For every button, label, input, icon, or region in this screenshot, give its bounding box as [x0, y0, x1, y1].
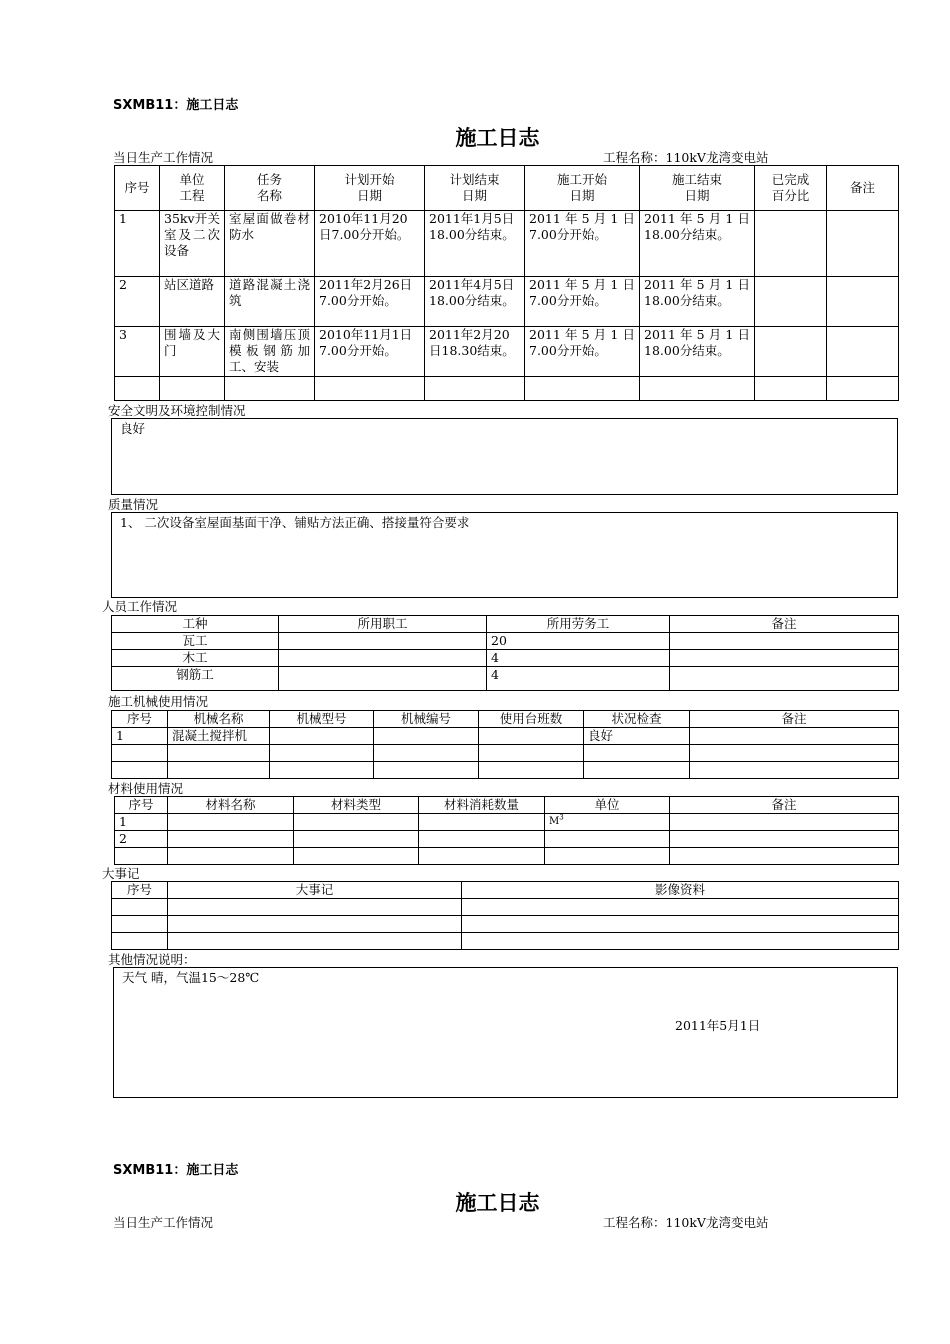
unit-cell [545, 814, 670, 831]
table-row [112, 762, 899, 779]
quality-label: 质量情况 [108, 497, 159, 512]
cell [279, 667, 487, 691]
cell: 南侧围墙压顶模板钢筋加工、安装 [225, 327, 315, 377]
cell [419, 814, 545, 831]
quality-box [111, 512, 898, 598]
other-label: 其他情况说明： [108, 952, 196, 967]
cell [670, 650, 899, 667]
cell [670, 633, 899, 650]
cell: 2011年5月1日18.00分结束。 [640, 277, 755, 327]
table-row [112, 633, 899, 650]
personnel-label: 人员工作情况 [102, 599, 178, 614]
cell [755, 327, 827, 377]
col-header: 备注 [670, 797, 899, 814]
production-header-row [115, 166, 899, 211]
cell [270, 728, 374, 745]
events-label: 大事记 [102, 866, 140, 881]
col-header: 备注 [670, 616, 899, 633]
table-row [112, 728, 899, 745]
cell [755, 277, 827, 327]
machinery-label: 施工机械使用情况 [108, 694, 209, 709]
col-header: 所用职工 [279, 616, 487, 633]
table-row [115, 277, 899, 327]
table-row [112, 667, 899, 691]
cell: 4 [487, 667, 670, 691]
table-row [112, 899, 899, 916]
cell [827, 327, 899, 377]
col-header: 计划结束 日期 [425, 166, 525, 211]
cell: 4 [487, 650, 670, 667]
col-header: 状况检查 [584, 711, 690, 728]
materials-table [114, 796, 899, 865]
materials-label: 材料使用情况 [108, 781, 184, 796]
log-date: 2011年5月1日 [675, 1018, 761, 1033]
cell [670, 831, 899, 848]
cell: 室屋面做卷材防水 [225, 211, 315, 277]
events-table [111, 881, 899, 950]
project-name-page2: 工程名称：110kV龙湾变电站 [603, 1215, 769, 1230]
cell [279, 633, 487, 650]
cell: 2011年4月5日18.00分结束。 [425, 277, 525, 327]
cell: 2011年5月1日7.00分开始。 [525, 277, 640, 327]
col-header: 材料消耗数量 [419, 797, 545, 814]
cell: 良好 [584, 728, 690, 745]
col-header: 序号 [112, 711, 168, 728]
weather-text: 天气 晴，气温15～28℃ [122, 970, 260, 985]
table-row [115, 327, 899, 377]
cell [670, 667, 899, 691]
page-title: 施工日志 [455, 126, 540, 150]
cell: 20 [487, 633, 670, 650]
col-header: 工种 [112, 616, 279, 633]
col-header: 机械型号 [270, 711, 374, 728]
safety-label: 安全文明及环境控制情况 [108, 403, 246, 418]
machinery-table [111, 710, 899, 779]
table-row [115, 831, 899, 848]
col-header: 施工结束 日期 [640, 166, 755, 211]
cell: 瓦工 [112, 633, 279, 650]
table-row [112, 933, 899, 950]
cell: 2011年2月26日7.00分开始。 [315, 277, 425, 327]
cell [827, 211, 899, 277]
cell: 2011年5月1日18.00分结束。 [640, 211, 755, 277]
safety-text: 良好 [120, 421, 146, 436]
cell [279, 650, 487, 667]
cell [168, 831, 294, 848]
cell: 2 [115, 831, 168, 848]
cell [168, 814, 294, 831]
cell [545, 831, 670, 848]
cell: 35kv开关室及二次设备 [160, 211, 225, 277]
cell: 1 [112, 728, 168, 745]
personnel-table [111, 615, 899, 691]
form-code-page2: SXMB11：施工日志 [113, 1163, 239, 1178]
col-header: 序号 [115, 166, 160, 211]
col-header: 序号 [115, 797, 168, 814]
cell: 2010年11月20日7.00分开始。 [315, 211, 425, 277]
form-code: SXMB11：施工日志 [113, 98, 239, 113]
production-label: 当日生产工作情况 [113, 150, 214, 165]
col-header: 备注 [690, 711, 899, 728]
col-header: 任务 名称 [225, 166, 315, 211]
cell [294, 831, 419, 848]
project-name: 工程名称：110kV龙湾变电站 [603, 150, 769, 165]
col-header: 所用劳务工 [487, 616, 670, 633]
cell: 木工 [112, 650, 279, 667]
cell [670, 814, 899, 831]
unit-text: M [549, 816, 560, 827]
col-header: 材料类型 [294, 797, 419, 814]
col-header: 单位 工程 [160, 166, 225, 211]
col-header: 机械编号 [374, 711, 479, 728]
cell: 2011年5月1日7.00分开始。 [525, 327, 640, 377]
cell: 站区道路 [160, 277, 225, 327]
page-title-page2: 施工日志 [455, 1191, 540, 1215]
cell [479, 728, 584, 745]
cell [755, 211, 827, 277]
quality-text: 1、 二次设备室屋面基面干净、铺贴方法正确、搭接量符合要求 [120, 515, 470, 530]
cell: 2011年5月1日18.00分结束。 [640, 327, 755, 377]
cell: 1 [115, 211, 160, 277]
table-row [112, 745, 899, 762]
col-header: 序号 [112, 882, 168, 899]
cell: 3 [115, 327, 160, 377]
cell [419, 831, 545, 848]
cell: 2011年1月5日18.00分结束。 [425, 211, 525, 277]
col-header: 机械名称 [168, 711, 270, 728]
table-row [112, 916, 899, 933]
cell: 混凝土搅拌机 [168, 728, 270, 745]
table-row [115, 211, 899, 277]
cell: 道路混凝土浇筑 [225, 277, 315, 327]
cell: 围墙及大门 [160, 327, 225, 377]
table-row [115, 377, 899, 401]
col-header: 材料名称 [168, 797, 294, 814]
table-row [112, 650, 899, 667]
cell [827, 277, 899, 327]
unit-superscript: 3 [559, 813, 564, 822]
cell [294, 814, 419, 831]
production-label-page2: 当日生产工作情况 [113, 1215, 214, 1230]
col-header: 使用台班数 [479, 711, 584, 728]
table-row [115, 814, 899, 831]
cell: 2010年11月1日7.00分开始。 [315, 327, 425, 377]
cell: 钢筋工 [112, 667, 279, 691]
col-header: 大事记 [168, 882, 462, 899]
col-header: 备注 [827, 166, 899, 211]
cell [690, 728, 899, 745]
col-header: 单位 [545, 797, 670, 814]
table-row [115, 848, 899, 865]
col-header: 计划开始 日期 [315, 166, 425, 211]
col-header: 施工开始 日期 [525, 166, 640, 211]
cell: 1 [115, 814, 168, 831]
col-header: 已完成 百分比 [755, 166, 827, 211]
other-box [113, 967, 898, 1098]
cell: 2 [115, 277, 160, 327]
cell [374, 728, 479, 745]
safety-box [111, 418, 898, 495]
col-header: 影像资料 [462, 882, 899, 899]
cell: 2011年5月1日7.00分开始。 [525, 211, 640, 277]
production-table [114, 165, 899, 401]
cell: 2011年2月20日18.30结束。 [425, 327, 525, 377]
